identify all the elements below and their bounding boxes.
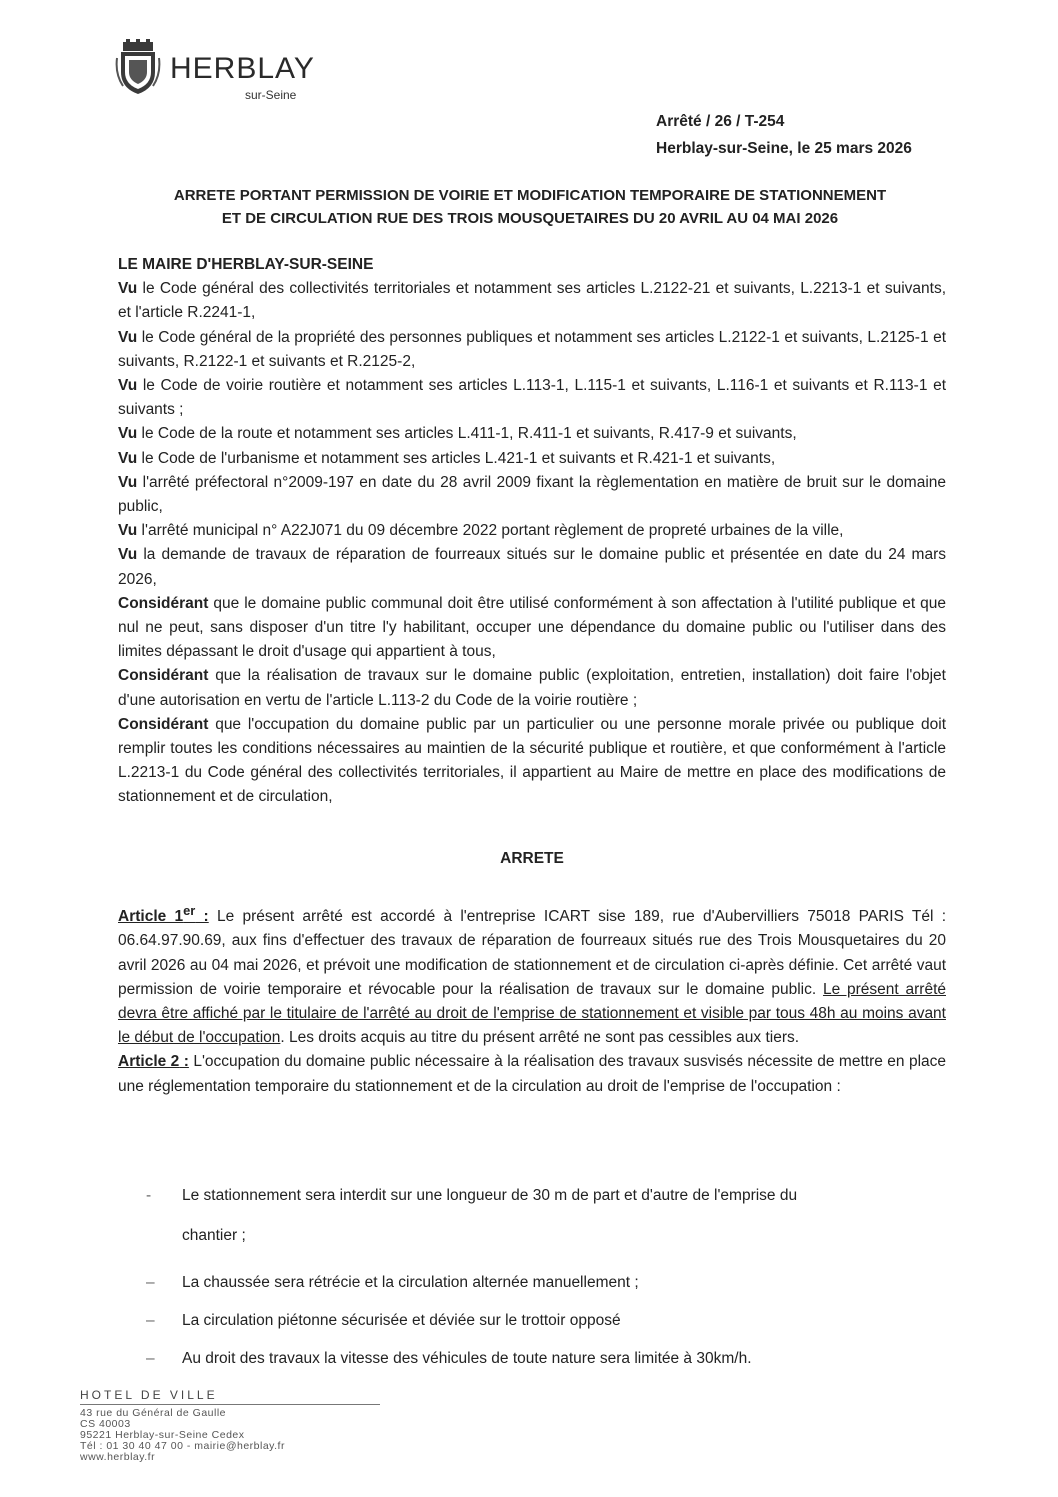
- list-item-text-cont: chantier ;: [182, 1227, 246, 1244]
- place-date: Herblay-sur-Seine, le 25 mars 2026: [656, 140, 912, 157]
- article-2-label-text: Article 2: [118, 1053, 180, 1071]
- article-1-colon: :: [195, 908, 209, 926]
- footer-heading: HOTEL DE VILLE: [80, 1390, 380, 1405]
- article-1-tail: . Les droits acquis au titre du présent arrêté ne sont pas cessibles aux tiers.: [280, 1029, 800, 1047]
- preamble-text: le Code général de la propriété des personnes publiques et notamment ses articles L.2122-1 et suivants, L.2125-1 et suivants, R.2122-1 et suivants et R.2125-2,: [118, 328, 946, 370]
- mayor-heading: LE MAIRE D'HERBLAY-SUR-SEINE: [118, 256, 374, 273]
- dash-bullet-icon: -: [146, 1187, 152, 1204]
- articles: [118, 899, 946, 1099]
- footer-line: Tél : 01 30 40 47 00 - mairie@herblay.fr: [80, 1440, 285, 1452]
- article-1-sup: er: [183, 903, 196, 918]
- dash-bullet-icon: –: [146, 1274, 155, 1291]
- list-item: [146, 1348, 946, 1370]
- title-line-2: ET DE CIRCULATION RUE DES TROIS MOUSQUETAIRES DU 20 AVRIL AU 04 MAI 2026: [221, 210, 839, 227]
- article-2-colon: :: [179, 1053, 189, 1071]
- preamble-text: le Code de la route et notamment ses articles L.411-1, R.411-1 et suivants, R.417-9 et suivants,: [137, 425, 797, 443]
- preamble-text: le Code de l'urbanisme et notamment ses articles L.421-1 et suivants et R.421-1 et suivants,: [137, 449, 776, 467]
- preamble-text: le Code de voirie routière et notamment ses articles L.113-1, L.115-1 et suivants, L.116-1 et suivants et R.113-1 et suivants ;: [118, 377, 946, 419]
- preamble-item: [118, 326, 946, 374]
- dash-bullet-icon: –: [146, 1350, 155, 1367]
- preamble-text: l'arrêté préfectoral n°2009-197 en date du 28 avril 2009 fixant la règlementation en matière de bruit sur le domaine public,: [118, 473, 946, 516]
- article-1-label-text: Article 1: [118, 908, 184, 926]
- preamble-keyword: Considérant: [118, 594, 209, 612]
- preamble-keyword: Vu: [118, 449, 138, 467]
- measures-list: [146, 1182, 946, 1386]
- dash-bullet-icon: –: [146, 1312, 155, 1329]
- list-item-text: La circulation piétonne sécurisée et déviée sur le trottoir opposé: [182, 1312, 621, 1329]
- preamble-text: que l'occupation du domaine public par un particulier ou une personne morale privée ou publique doit remplir toutes les conditions nécessaires au maintien de la sécurité publique et routière, et que conformément à l'article L.2213-1 du Code général des collectivités territoriales, il appartient au Maire de mettre en place des modifications de stationnement et de circulation,: [118, 715, 946, 806]
- list-item-text: Au droit des travaux la vitesse des véhicules de toute nature sera limitée à 30km/h.: [182, 1350, 752, 1367]
- footer-website: www.herblay.fr: [80, 1451, 156, 1463]
- footer-line: 43 rue du Général de Gaulle: [80, 1407, 227, 1419]
- list-item: [146, 1182, 946, 1250]
- preamble-item: [118, 374, 946, 422]
- arrete-heading: ARRETE: [500, 850, 564, 867]
- list-item-text: La chaussée sera rétrécie et la circulation alternée manuellement ;: [182, 1274, 639, 1291]
- city-crest-icon: [115, 38, 161, 96]
- preamble-keyword: Vu: [118, 473, 138, 491]
- preamble-keyword: Vu: [118, 425, 138, 443]
- preamble-text: que le domaine public communal doit être utilisé conformément à son affectation à l'utilité publique et que nul ne peut, sans disposer d'un titre l'y habilitant, occuper une dépendance du domaine public ou l'utiliser dans des limites dépassant le droit d'usage qui appartient à tous,: [118, 594, 946, 661]
- preamble-item: [118, 422, 946, 446]
- reference-block: [656, 108, 946, 162]
- preamble-item: [118, 713, 946, 810]
- article-1-text: Le présent arrêté est accordé à l'entreprise ICART sise 189, rue d'Aubervilliers 75018 PARIS Tél : 06.64.97.90.69, aux fins d'effectuer des travaux de réparation de fourreaux situés rue des Trois Mousquetaires du 20 avril 2026 au 04 mai 2026, et prévoit une modification de stationnement et de circulation ci-après définie. Cet arrêté vaut permission de voirie temporaire et révocable pour la réalisation de travaux sur le domaine public.: [118, 908, 947, 998]
- footer-line: 95221 Herblay-sur-Seine Cedex: [80, 1429, 245, 1441]
- article-1-label: [118, 903, 209, 926]
- preamble-keyword: Vu: [118, 522, 138, 540]
- preamble-keyword: Vu: [118, 377, 138, 395]
- preamble-keyword: Vu: [118, 546, 138, 564]
- preamble-text: la demande de travaux de réparation de fourreaux situés sur le domaine public et présentée en date du 24 mars 2026,: [118, 546, 946, 588]
- preamble-item: [118, 471, 946, 519]
- document-title: [110, 184, 950, 230]
- article-2-text: L'occupation du domaine public nécessaire à la réalisation des travaux susvisés nécessite de mettre en place une réglementation temporaire du stationnement et de la circulation au droit de l'emprise de l'occupation :: [118, 1053, 947, 1095]
- list-item-text: Le stationnement sera interdit sur une longueur de 30 m de part et d'autre de l'emprise du: [182, 1187, 798, 1204]
- title-line-1: ARRETE PORTANT PERMISSION DE VOIRIE ET MODIFICATION TEMPORAIRE DE STATIONNEMENT: [173, 187, 887, 204]
- logo-subtitle: sur-Seine: [245, 88, 297, 102]
- preamble-keyword: Vu: [118, 280, 138, 298]
- preamble-text: l'arrêté municipal n° A22J071 du 09 décembre 2022 portant règlement de propreté urbaines de la ville,: [137, 522, 844, 540]
- logo-name: HERBLAY: [170, 52, 315, 85]
- preamble-keyword: Vu: [118, 328, 138, 346]
- preamble-item: [118, 519, 946, 543]
- preamble: [118, 253, 946, 810]
- preamble-keyword: Considérant: [118, 715, 209, 733]
- preamble-item: [118, 277, 946, 325]
- footer-address: [80, 1390, 410, 1463]
- article-2-label: [118, 1053, 189, 1070]
- list-item: [146, 1272, 946, 1294]
- article-1: [118, 899, 946, 1050]
- preamble-item: [118, 543, 946, 591]
- preamble-item: [118, 592, 946, 665]
- herblay-logo: [115, 38, 335, 108]
- preamble-text: le Code général des collectivités territoriales et notamment ses articles L.2122-21 et suivants, L.2213-1 et suivants, et l'article R.2241-1,: [118, 280, 946, 322]
- preamble-text: que la réalisation de travaux sur le domaine public (exploitation, entretien, installation) doit faire l'objet d'une autorisation en vertu de l'article L.113-2 du Code de la voirie routière ;: [118, 667, 946, 709]
- footer-line: CS 40003: [80, 1418, 131, 1430]
- preamble-item: [118, 664, 946, 712]
- preamble-item: [118, 447, 946, 471]
- article-2: [118, 1050, 946, 1098]
- preamble-keyword: Considérant: [118, 667, 209, 685]
- article-1-underlined: Le présent arrêté devra être affiché par le titulaire de l'arrêté au droit de l'emprise de stationnement et visible par tous 48h au moins avant le début de l'occupation: [118, 980, 946, 1047]
- list-item: [146, 1310, 946, 1332]
- arrete-number: Arrêté / 26 / T-254: [656, 113, 785, 130]
